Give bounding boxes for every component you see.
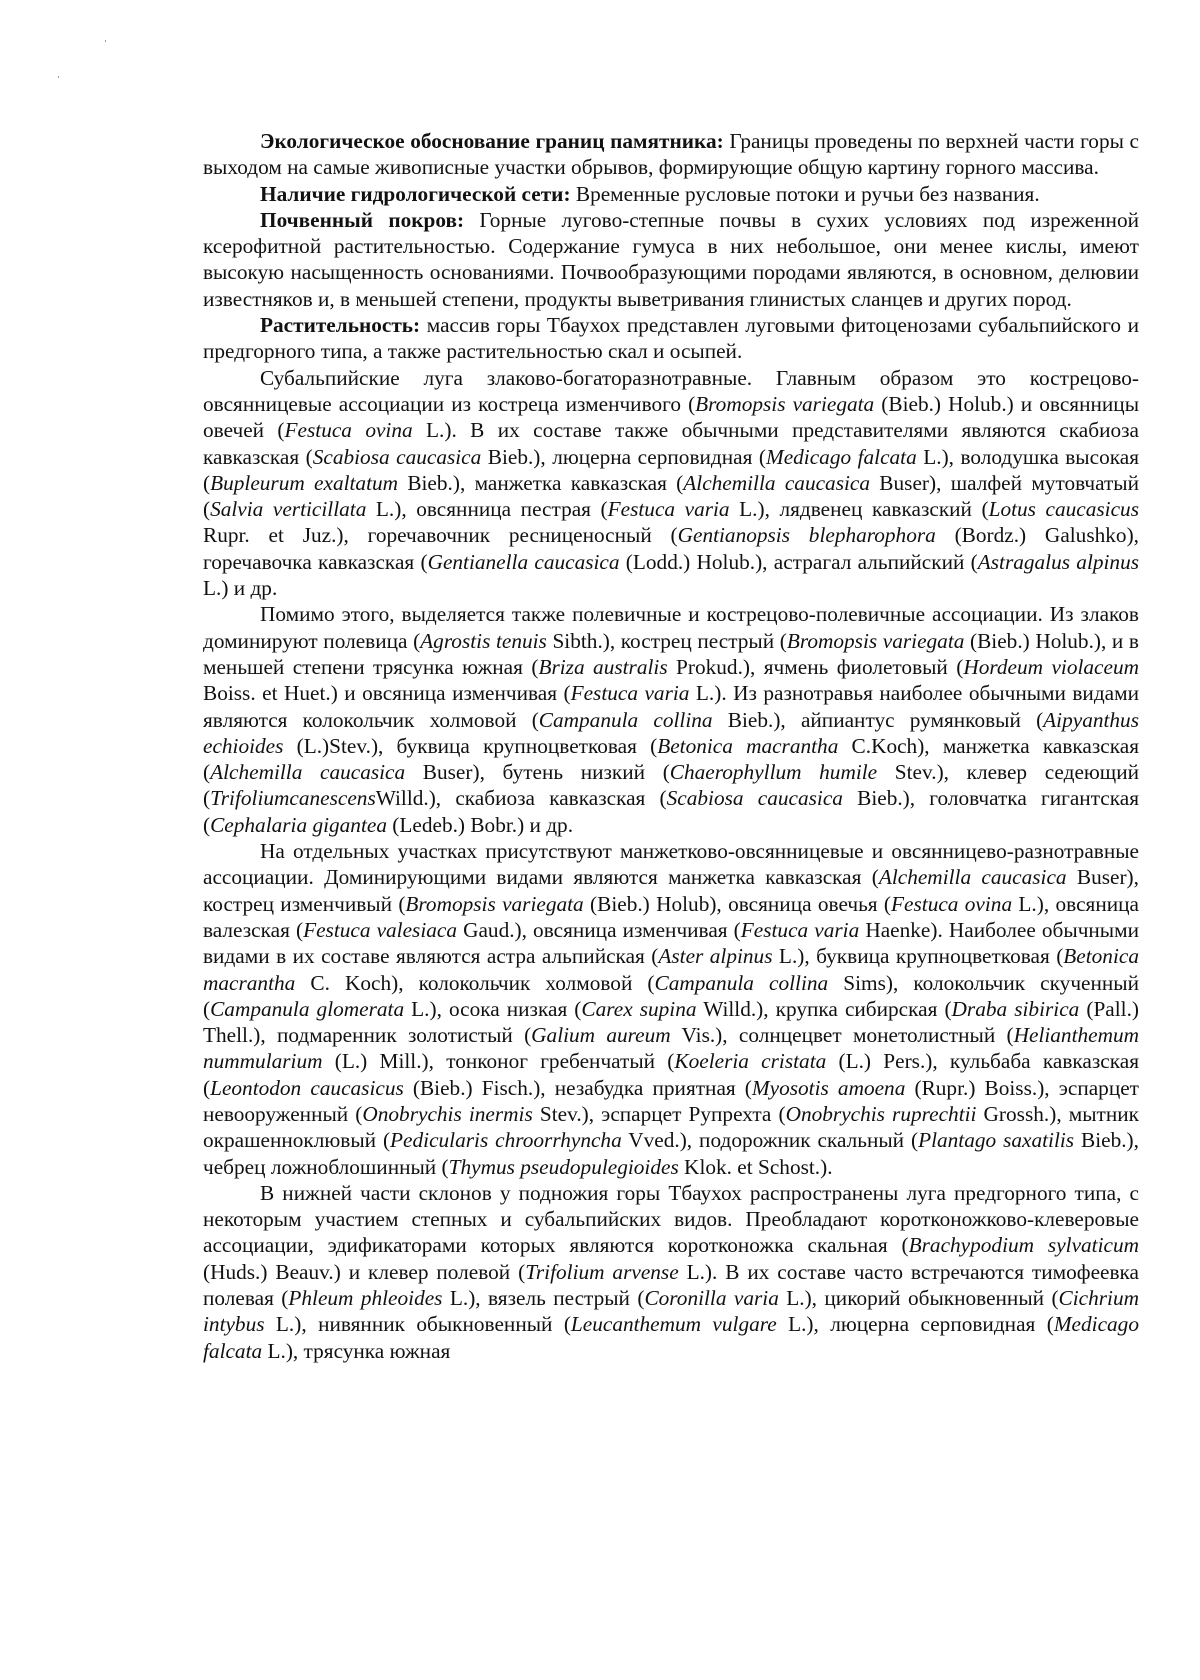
latin-species-name: Aipyanthus echioides — [203, 707, 1139, 758]
paragraph-text: Vis.), солнцецвет монетолистный ( — [670, 1023, 1014, 1048]
paragraph-text: L.), осока низкая ( — [404, 996, 582, 1021]
latin-species-name: Onobrychis inermis — [362, 1101, 533, 1126]
latin-species-name: Cichrium intybus — [203, 1286, 1139, 1337]
latin-species-name: Alchemilla caucasica — [210, 760, 406, 785]
latin-species-name: Trifolium arvense — [525, 1259, 679, 1284]
paragraph-text: L.), володушка высокая ( — [203, 444, 1139, 495]
paragraph-text: Buser), бутень низкий ( — [405, 760, 670, 785]
paragraph-text: L.), трясунка южная — [262, 1338, 451, 1363]
latin-species-name: Plantago saxatilis — [918, 1128, 1075, 1153]
latin-species-name: Koeleria cristata — [674, 1049, 827, 1074]
latin-species-name: Campanula glomerata — [210, 996, 405, 1021]
paragraph-text: (Lodd.) Holub.), астрагал альпийский ( — [619, 549, 978, 574]
paragraph-text: Помимо этого, выделяется также полевичные и кострецово-полевичные ассоциации. Из злаков доминируют полевица ( — [203, 602, 1139, 653]
paragraph-text: (Bordz.) Galushko), горечавочка кавказская ( — [203, 523, 1139, 574]
paragraph-text: L.). В их составе часто встречаются тимофеевка полевая ( — [203, 1259, 1140, 1311]
paragraph-text: (Bieb.) Holub.) и овсянницы овечей ( — [203, 391, 1139, 443]
latin-species-name: Onobrychis ruprechtii — [785, 1101, 977, 1126]
latin-species-name: Bromopsis variegata — [405, 891, 584, 916]
latin-species-name: Chaerophyllum humile — [669, 760, 878, 785]
paragraph-text: Vved.), подорожник скальный ( — [621, 1128, 919, 1153]
paragraph-text: L.), нивянник обыкновенный ( — [264, 1312, 571, 1337]
paragraph-text: Willd.), скабиоза кавказская ( — [375, 786, 667, 811]
latin-species-name: Scabiosa caucasica — [312, 444, 482, 469]
paragraph-text: L.), вязель пестрый ( — [442, 1286, 645, 1311]
latin-species-name: Bupleurum exaltatum — [210, 470, 399, 495]
paragraph-text: Горные лугово-степные почвы в сухих условиях под изреженной ксерофитной растительностью. Содержание гумуса в них небольшое, они менее кислы, имеют высокую насыщенность основаниями. Почвообразующими породами являются, в основном, делювии известняков и, в меньшей степени, продукты выветривания глинистых сланцев и других пород. — [203, 207, 1140, 311]
latin-species-name: Festuca ovina — [891, 891, 1013, 916]
paragraph — [203, 365, 1139, 602]
latin-species-name: Gentianella caucasica — [427, 549, 620, 574]
paragraph-text: Prokud.), ячмень фиолетовый ( — [667, 654, 964, 679]
paragraph-text: В нижней части склонов у подножия горы Тбаухох распространены луга предгорного типа, с некоторым участием степных и субальпийских видов. Преобладают коротконожково-клеверовые ассоциации, эдификаторами которых являются коротконожка скальная ( — [203, 1180, 1139, 1258]
paragraph-text: Bieb.), айпиантус румянковый ( — [712, 707, 1044, 732]
latin-species-name: Pedicularis chroorrhyncha — [390, 1128, 622, 1153]
paragraph-text: C. Koch), колокольчик холмовой ( — [295, 970, 655, 995]
paragraph — [203, 601, 1139, 838]
latin-species-name: Gentianopsis blepharophora — [677, 523, 936, 548]
scan-speck — [105, 40, 106, 42]
latin-species-name: Astragalus alpinus — [977, 549, 1140, 574]
paragraph-text: (L.)Stev.), буквица крупноцветковая ( — [283, 733, 658, 758]
latin-species-name: Helianthemum nummularium — [203, 1023, 1139, 1074]
document-body — [203, 128, 1139, 1364]
paragraph — [203, 838, 1139, 1180]
latin-species-name: Alchemilla caucasica — [683, 470, 870, 495]
latin-species-name: Cephalaria gigantea — [210, 812, 387, 837]
latin-species-name: Festuca ovina — [284, 418, 413, 443]
latin-species-name: Betonica macrantha — [657, 733, 839, 758]
paragraph-text: L.), люцерна серповидная ( — [776, 1312, 1054, 1337]
latin-species-name: Brachypodium sylvaticum — [908, 1233, 1139, 1258]
paragraph-text: Bieb.), головчатка гигантская ( — [203, 786, 1139, 837]
paragraph-text: L.) и др. — [203, 576, 278, 601]
paragraph-text: Haenke). Наиболее обычными видами в их составе являются астра альпийская ( — [203, 917, 1139, 969]
paragraph-text: массив горы Тбаухох представлен луговыми фитоценозами субальпийского и предгорного типа, а также растительностью скал и осыпей. — [203, 313, 1139, 364]
paragraph-text: L.), цикорий обыкновенный ( — [778, 1286, 1059, 1311]
paragraph-text: Субальпийские луга злаково-богаторазнотравные. Главным образом это кострецово-овсянницевые ассоциации из костреца изменчивого ( — [203, 365, 1139, 416]
paragraph-text: (L.) Pers.), кульбаба кавказская ( — [203, 1049, 1139, 1100]
paragraph-text: L.), овсянница пестрая ( — [366, 497, 608, 522]
latin-species-name: Leontodon caucasicus — [210, 1075, 404, 1100]
paragraph — [203, 181, 1139, 207]
paragraph-text: Sims), колокольчик скученный ( — [203, 970, 1139, 1021]
paragraph — [203, 312, 1139, 365]
paragraph-text: Rupr. et Juz.), горечавочник ресниценосный ( — [203, 523, 678, 548]
paragraph-text: На отдельных участках присутствуют манжетково-овсянницевые и овсянницево-разнотравные ассоциации. Доминирующими видами являются манжетка кавказская ( — [203, 839, 1139, 890]
paragraph-text: (Bieb.) Fisch.), незабудка приятная ( — [403, 1075, 752, 1100]
paragraph-text: Bieb.), чебрец ложноблошинный ( — [203, 1128, 1139, 1179]
paragraph-text: C.Koch), манжетка кавказская ( — [203, 733, 1140, 785]
latin-species-name: Trifoliumcanescens — [210, 786, 376, 811]
latin-species-name: Medicago falcata — [765, 444, 917, 469]
paragraph-text: (Bieb.) Holub.), и в меньшей степени трясунка южная ( — [203, 628, 1139, 679]
latin-species-name: Salvia verticillata — [210, 497, 367, 522]
scan-speck — [58, 76, 59, 78]
paragraph-text: Stev.), клевер седеющий ( — [203, 760, 1139, 811]
paragraph-text: (Rupr.) Boiss.), эспарцет невооруженный ( — [203, 1075, 1139, 1126]
latin-species-name: Lotus caucasicus — [988, 497, 1139, 522]
latin-species-name: Festuca varia — [570, 681, 690, 706]
paragraph-text: Buser), кострец изменчивый ( — [203, 865, 1139, 916]
paragraph — [203, 128, 1139, 181]
latin-species-name: Agrostis tenuis — [420, 628, 547, 653]
latin-species-name: Coronilla varia — [644, 1286, 779, 1311]
paragraph-text: Временные русловые потоки и ручьи без названия. — [570, 181, 1040, 206]
latin-species-name: Bromopsis variegata — [786, 628, 965, 653]
paragraph-text: L.), овсяница валезская ( — [203, 891, 1139, 942]
latin-species-name: Galium aureum — [531, 1023, 671, 1048]
latin-species-name: Leucanthemum vulgare — [570, 1312, 777, 1337]
paragraph-text: (Bieb.) Holub), овсяница овечья ( — [583, 891, 892, 916]
paragraph-text: (Huds.) Beauv.) и клевер полевой ( — [203, 1259, 526, 1284]
paragraph-text: L.). Из разнотравья наиболее обычными видами являются колокольчик холмовой ( — [203, 681, 1139, 732]
latin-species-name: Festuca varia — [740, 917, 860, 942]
latin-species-name: Medicago falcata — [203, 1312, 1139, 1363]
section-heading: Экологическое обоснование границ памятника: — [260, 129, 724, 153]
latin-species-name: Thymus pseudopulegioides — [448, 1154, 679, 1179]
latin-species-name: Bromopsis variegata — [695, 391, 875, 416]
latin-species-name: Carex supina — [581, 996, 697, 1021]
latin-species-name: Betonica macrantha — [203, 944, 1139, 995]
latin-species-name: Festuca varia — [607, 497, 730, 522]
paragraph-text: (Ledeb.) Bobr.) и др. — [386, 812, 574, 837]
latin-species-name: Myosotis amoena — [751, 1075, 906, 1100]
paragraph-text: L.). В их составе также обычными представителями являются скабиоза кавказская ( — [203, 418, 1139, 469]
paragraph-text: Grossh.), мытник окрашенноклювый ( — [203, 1101, 1139, 1153]
section-heading: Растительность: — [260, 313, 421, 338]
paragraph-text: Buser), шалфей мутовчатый ( — [203, 470, 1139, 522]
paragraph — [203, 207, 1139, 312]
paragraph-text: L.), буквица крупноцветковая ( — [772, 944, 1064, 969]
paragraph-text: Bieb.), манжетка кавказская ( — [398, 470, 684, 495]
paragraph-text: (Pall.) Thell.), подмаренник золотистый ( — [203, 996, 1139, 1048]
latin-species-name: Scabiosa caucasica — [666, 786, 843, 811]
paragraph-text: Boiss. et Huet.) и овсяница изменчивая ( — [203, 681, 571, 706]
paragraph-text: L.), лядвенец кавказский ( — [729, 497, 989, 522]
section-heading: Наличие гидрологической сети: — [260, 181, 571, 206]
paragraph-text: (L.) Mill.), тонконог гребенчатый ( — [322, 1049, 675, 1074]
section-heading: Почвенный покров: — [260, 207, 465, 232]
latin-species-name: Campanula collina — [654, 970, 829, 995]
latin-species-name: Phleum phleoides — [288, 1286, 443, 1311]
latin-species-name: Briza australis — [538, 654, 668, 679]
paragraph-text: Klok. et Schost.). — [678, 1154, 833, 1179]
paragraph-text: Stev.), эспарцет Рупрехта ( — [532, 1101, 786, 1126]
paragraph-text: Gaud.), овсяница изменчивая ( — [457, 917, 741, 942]
latin-species-name: Campanula collina — [538, 707, 713, 732]
latin-species-name: Alchemilla caucasica — [878, 865, 1067, 890]
paragraph-text: Bieb.), люцерна серповидная ( — [481, 444, 766, 469]
paragraph-text: Границы проведены по верхней части горы с выходом на самые живописные участки обрывов, формирующие общую картину горного массива. — [203, 129, 1139, 180]
latin-species-name: Aster alpinus — [658, 944, 773, 969]
paragraph-text: Willd.), крупка сибирская ( — [696, 996, 952, 1021]
latin-species-name: Hordeum violaceum — [963, 654, 1139, 679]
paragraph-text: Sibth.), кострец пестрый ( — [546, 628, 787, 653]
latin-species-name: Draba sibirica — [951, 996, 1080, 1021]
latin-species-name: Festuca valesiaca — [303, 917, 458, 942]
paragraph — [203, 1180, 1139, 1364]
